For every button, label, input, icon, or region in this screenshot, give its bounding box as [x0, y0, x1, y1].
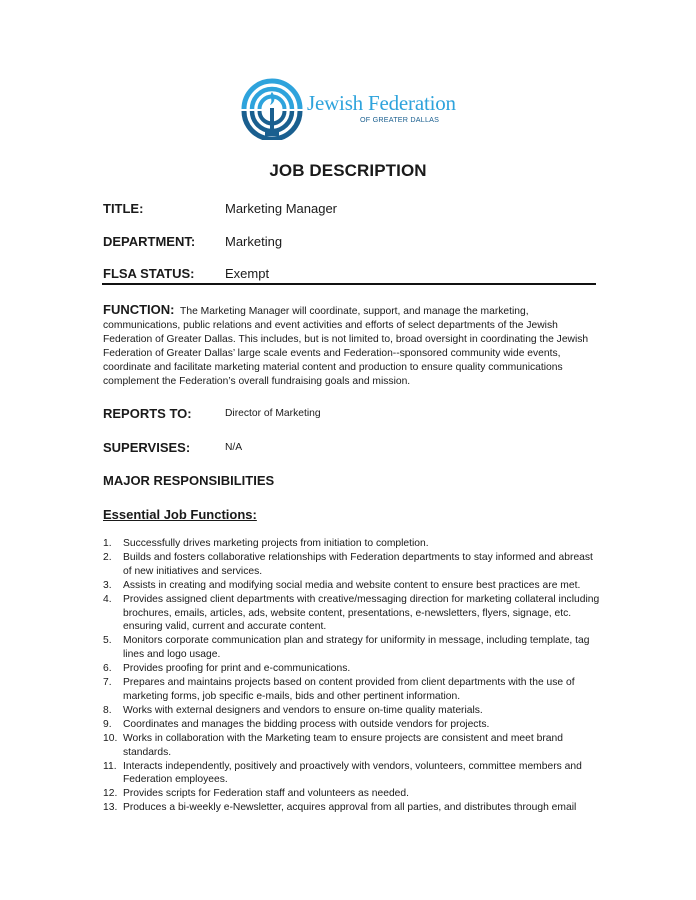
- function-text: The Marketing Manager will coordinate, support, and manage the marketing, communications, public relations and event activities and efforts of select departments of the Jewish Federation of Greater Dallas. This includes, but is not limited to, broad oversight in coordinating the Jewish Federation of Greater Dallas’ large scale events and Federation--sponsored community wide events, coordinate and facilitate marketing material content and production to ensure quality communications complement the Federation’s overall fundraising goals and mission.: [103, 306, 589, 387]
- list-item: [103, 704, 603, 718]
- item-text: Builds and fosters collaborative relationships with Federation departments to stay informed and abreast of new initiatives and services.: [123, 551, 593, 577]
- list-item: [103, 732, 603, 760]
- item-number: 13.: [103, 802, 118, 814]
- item-text: Provides assigned client departments with creative/messaging direction for marketing collateral including brochures, emails, articles, ads, website content, presentations, e-newsletters, flyers, signage, etc. ensuring valid, current and accurate content.: [123, 593, 600, 633]
- list-item: [103, 676, 603, 704]
- item-number: 3.: [103, 579, 112, 591]
- field-value: Marketing: [225, 234, 283, 249]
- item-text: Works in collaboration with the Marketing team to ensure projects are consistent and meet brand standards.: [123, 732, 563, 758]
- field-value: Marketing Manager: [225, 201, 337, 216]
- item-number: 2.: [103, 551, 112, 563]
- field-label: FLSA STATUS:: [103, 266, 195, 281]
- list-item: [103, 537, 603, 551]
- list-item: [103, 801, 603, 815]
- reports-to-label: REPORTS TO:: [103, 406, 192, 421]
- item-number: 8.: [103, 704, 112, 716]
- list-item: [103, 760, 603, 788]
- list-item: [103, 718, 603, 732]
- item-number: 12.: [103, 788, 118, 800]
- field-value: Exempt: [225, 266, 270, 281]
- item-text: Produces a bi-weekly e-Newsletter, acquires approval from all parties, and distributes through email: [123, 802, 577, 814]
- item-text: Coordinates and manages the bidding process with outside vendors for projects.: [123, 718, 490, 730]
- federation-logo: [241, 78, 461, 142]
- item-text: Successfully drives marketing projects from initiation to completion.: [123, 538, 429, 549]
- item-text: Monitors corporate communication plan and strategy for uniformity in message, including template, tag lines and logo usage.: [123, 635, 590, 661]
- essential-functions-heading: Essential Job Functions:: [103, 507, 257, 522]
- function-label: FUNCTION:: [103, 302, 175, 317]
- list-item: [103, 579, 603, 593]
- item-number: 1.: [103, 538, 112, 549]
- item-number: 6.: [103, 663, 112, 675]
- logo-name: Jewish Federation: [307, 91, 456, 115]
- item-text: Provides scripts for Federation staff and volunteers as needed.: [123, 788, 409, 800]
- list-item: [103, 593, 603, 635]
- function-paragraph: [103, 303, 603, 388]
- item-number: 10.: [103, 732, 118, 744]
- item-text: Interacts independently, positively and proactively with vendors, volunteers, committee members and Federation employees.: [123, 760, 582, 786]
- item-text: Prepares and maintains projects based on content provided from client departments with the use of marketing forms, job specific e-mails, bids and other pertinent information.: [123, 677, 575, 702]
- section-divider: [102, 283, 596, 285]
- supervises-value: N/A: [225, 442, 243, 453]
- field-label: TITLE:: [103, 201, 144, 216]
- list-item: [103, 634, 603, 662]
- item-number: 4.: [103, 593, 112, 605]
- item-number: 9.: [103, 718, 112, 730]
- supervises-label: SUPERVISES:: [103, 440, 191, 455]
- item-number: 5.: [103, 635, 112, 647]
- essential-functions-list: [103, 537, 603, 815]
- item-number: 7.: [103, 677, 112, 689]
- list-item: [103, 662, 603, 676]
- item-text: Works with external designers and vendors to ensure on-time quality materials.: [123, 704, 483, 716]
- item-text: Provides proofing for print and e-communications.: [123, 663, 351, 675]
- field-label: DEPARTMENT:: [103, 234, 196, 249]
- list-item: [103, 551, 603, 579]
- menorah-emblem-icon: [241, 78, 303, 140]
- logo-subtitle: OF GREATER DALLAS: [360, 115, 440, 124]
- list-item: [103, 787, 603, 801]
- major-responsibilities-heading: MAJOR RESPONSIBILITIES: [103, 473, 275, 488]
- document-title: JOB DESCRIPTION: [269, 161, 427, 180]
- item-number: 11.: [103, 760, 117, 772]
- reports-to-value: Director of Marketing: [225, 408, 321, 419]
- item-text: Assists in creating and modifying social media and website content to ensure best practices are met.: [123, 579, 581, 591]
